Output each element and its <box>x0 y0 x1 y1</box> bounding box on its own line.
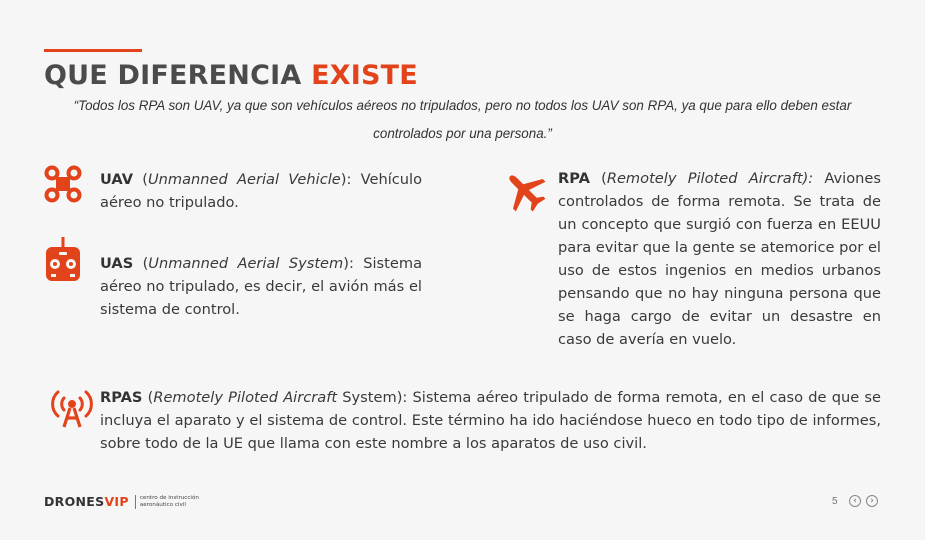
uav-expansion: Unmanned Aerial Vehicle <box>147 171 341 188</box>
rpa-open-paren: ( <box>589 170 607 187</box>
page-number: 5 <box>832 496 838 507</box>
uas-open-paren: ( <box>133 255 149 272</box>
rpas-term: RPAS <box>100 389 143 406</box>
title-accent-bar <box>44 49 142 52</box>
quote-line-1: “Todos los RPA son UAV, ya que son vehículos aéreos no tripulados, pero no todos los UAV son RPA, ya que para ello deben estar <box>73 98 852 113</box>
next-slide-button[interactable] <box>866 495 878 507</box>
title-highlight: EXISTE <box>311 60 418 91</box>
definition-rpa <box>558 167 881 351</box>
drone-icon <box>44 165 82 203</box>
definition-rpas <box>100 386 881 455</box>
previous-slide-button[interactable] <box>849 495 861 507</box>
slide-title <box>44 60 418 91</box>
logo-drones: DRONES <box>44 494 105 509</box>
airplane-icon <box>502 168 548 214</box>
uav-open-paren: ( <box>133 171 148 188</box>
uav-text: ): Vehículo aéreo no tripulado. <box>100 171 423 211</box>
chevron-right-icon: › <box>870 495 874 506</box>
definition-uav <box>100 168 422 214</box>
definition-uas <box>100 252 422 321</box>
antenna-signal-icon <box>50 386 94 428</box>
logo-separator <box>135 495 136 509</box>
uas-expansion: Unmanned Aerial System <box>148 255 344 272</box>
remote-controller-icon <box>45 236 81 282</box>
uav-term: UAV <box>100 171 133 188</box>
uas-term: UAS <box>100 255 134 272</box>
logo-vip: VIP <box>104 494 129 509</box>
rpa-text: Aviones controlados de forma remota. Se trata de un concepto que surgió con fuerza en EEUU para evitar que la gente se atemorice por el uso de estos ingenios en medios urbanos pensando que no hay ninguna persona que se haga cargo de evitar un desastre en caso de avería en vuelo. <box>558 170 881 348</box>
rpas-text: System): Sistema aéreo tripulado de forma remota, en el caso de que se incluya el aparato y el sistema de control. Este término ha ido haciéndose hueco en todo tipo de informes, sobre todo de la UE que llama con este nombre a los aparatos de uso civil. <box>100 389 881 452</box>
quote-text <box>40 92 885 148</box>
logo-wordmark <box>44 494 129 509</box>
quote-line-2: controlados por una persona.” <box>373 126 552 141</box>
title-main: QUE DIFERENCIA <box>44 60 302 91</box>
dronesvip-logo <box>44 494 199 509</box>
chevron-left-icon: ‹ <box>853 495 857 506</box>
rpa-term: RPA <box>558 170 590 187</box>
logo-subtitle: centro de instrucción aeronáutico civil <box>139 495 199 508</box>
rpa-expansion: Remotely Piloted Aircraft): <box>606 170 814 187</box>
rpas-expansion: Remotely Piloted Aircraft <box>153 389 338 406</box>
uas-text: ): Sistema aéreo no tripulado, es decir, el avión más el sistema de control. <box>100 255 423 318</box>
rpas-open-paren: ( <box>142 389 154 406</box>
